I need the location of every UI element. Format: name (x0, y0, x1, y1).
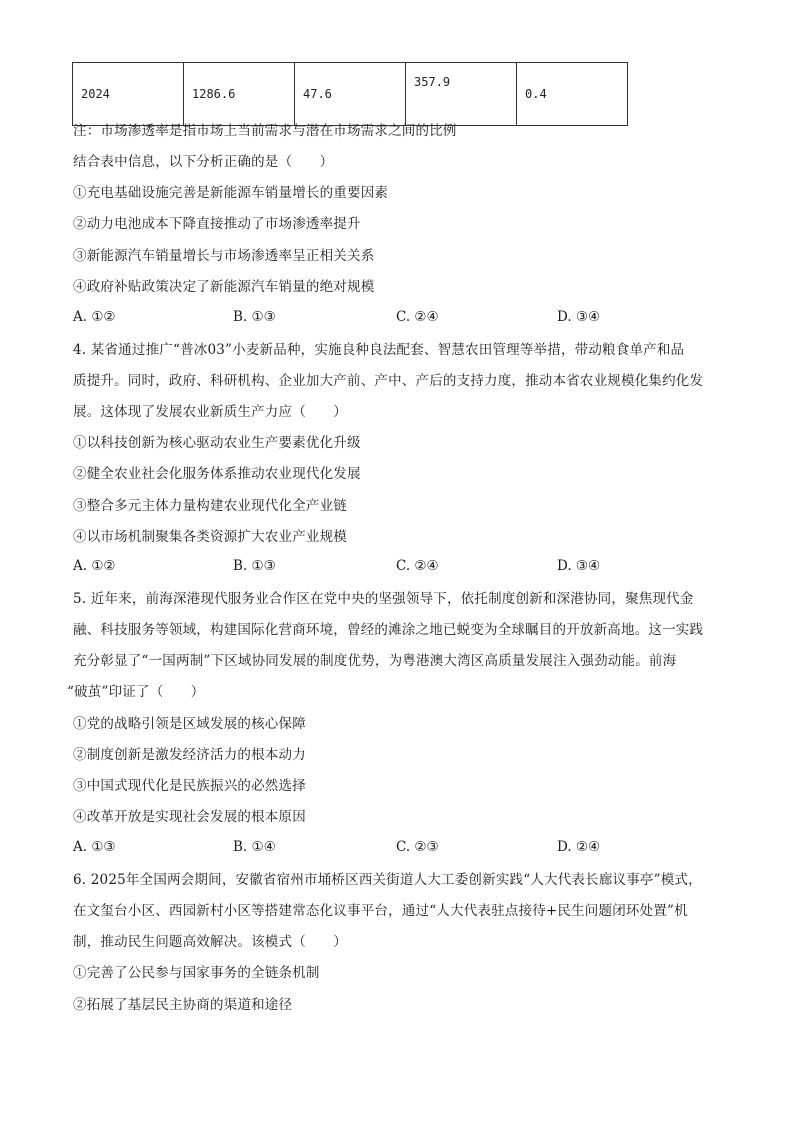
q3-statement-2: ②动力电池成本下降直接推动了市场渗透率提升 (73, 216, 361, 232)
q5-stem-line-3: 充分彰显了“一国两制”下区域协同发展的制度优势，为粤港澳大湾区高质量发展注入强劲动能。前海 (73, 653, 677, 669)
table-note: 注：市场渗透率是指市场上当前需求与潜在市场需求之间的比例 (73, 123, 457, 139)
q3-statement-4: ④政府补贴政策决定了新能源汽车销量的绝对规模 (73, 279, 375, 295)
table-cell-subsidy: 0.4 (517, 63, 628, 126)
q3-option-d: D. ③④ (557, 309, 601, 325)
table-cell-rate: 47.6 (295, 63, 406, 126)
q5-stem-line-1: 5. 近年来，前海深港现代服务业合作区在党中央的坚强领导下，依托制度创新和深港协同，聚焦现代金 (73, 591, 694, 607)
q4-option-c: C. ②④ (396, 558, 439, 574)
q3-option-b: B. ①③ (233, 309, 276, 325)
q6-stem-line-1: 6. 2025年全国两会期间，安徽省宿州市埇桥区西关街道人大工委创新实践“人大代表长廊议事亭”模式， (73, 872, 702, 888)
q6-statement-2: ②拓展了基层民主协商的渠道和途径 (73, 997, 293, 1013)
q3-statement-1: ①充电基础设施完善是新能源车销量增长的重要因素 (73, 185, 389, 201)
q4-option-d: D. ③④ (557, 558, 601, 574)
q4-stem-line-1: 4. 某省通过推广“普冰03”小麦新品种，实施良种良法配套、智慧农田管理等举措，带动粮食单产和品 (73, 342, 685, 358)
q6-stem-line-3: 制，推动民生问题高效解决。该模式（ ） (73, 934, 347, 950)
table-row (73, 63, 628, 126)
table-cell-sales: 1286.6 (184, 63, 295, 126)
q5-stem-line-2: 融、科技服务等领域，构建国际化营商环境，曾经的滩涂之地已蜕变为全球瞩目的开放新高地。这一实践 (73, 622, 704, 638)
table-cell-year: 2024 (73, 63, 184, 126)
table-cell-infrastructure: 357.9 (406, 63, 517, 126)
q4-option-b: B. ①③ (233, 558, 276, 574)
q4-option-a: A. ①② (73, 558, 116, 574)
q4-statement-2: ②健全农业社会化服务体系推动农业现代化发展 (73, 466, 361, 482)
q5-option-c: C. ②③ (396, 839, 439, 855)
q5-option-a: A. ①③ (73, 839, 116, 855)
q3-option-c: C. ②④ (396, 309, 439, 325)
q5-option-b: B. ①④ (233, 839, 276, 855)
q5-statement-3: ③中国式现代化是民族振兴的必然选择 (73, 778, 306, 794)
q6-statement-1: ①完善了公民参与国家事务的全链条机制 (73, 965, 320, 981)
q5-statement-1: ①党的战略引领是区域发展的核心保障 (73, 716, 306, 732)
q3-stem: 结合表中信息，以下分析正确的是（ ） (73, 154, 334, 170)
q3-option-a: A. ①② (73, 309, 116, 325)
q5-option-d: D. ②④ (557, 839, 601, 855)
q6-stem-line-2: 在文玺台小区、西园新村小区等搭建常态化议事平台，通过“人大代表驻点接待+民生问题闭环处置”机 (73, 903, 688, 919)
q4-stem-line-2: 质提升。同时，政府、科研机构、企业加大产前、产中、产后的支持力度，推动本省农业规模化集约化发 (73, 373, 704, 389)
data-table (72, 62, 628, 126)
q4-stem-line-3: 展。这体现了发展农业新质生产力应（ ） (73, 404, 347, 420)
q4-statement-1: ①以科技创新为核心驱动农业生产要素优化升级 (73, 435, 361, 451)
q4-statement-3: ③整合多元主体力量构建农业现代化全产业链 (73, 498, 347, 514)
q5-statement-2: ②制度创新是激发经济活力的根本动力 (73, 747, 306, 763)
q3-statement-3: ③新能源汽车销量增长与市场渗透率呈正相关关系 (73, 248, 375, 264)
q5-statement-4: ④改革开放是实现社会发展的根本原因 (73, 809, 306, 825)
q4-statement-4: ④以市场机制聚集各类资源扩大农业产业规模 (73, 529, 347, 545)
q5-stem-line-4: “破茧”印证了（ ） (67, 684, 205, 700)
